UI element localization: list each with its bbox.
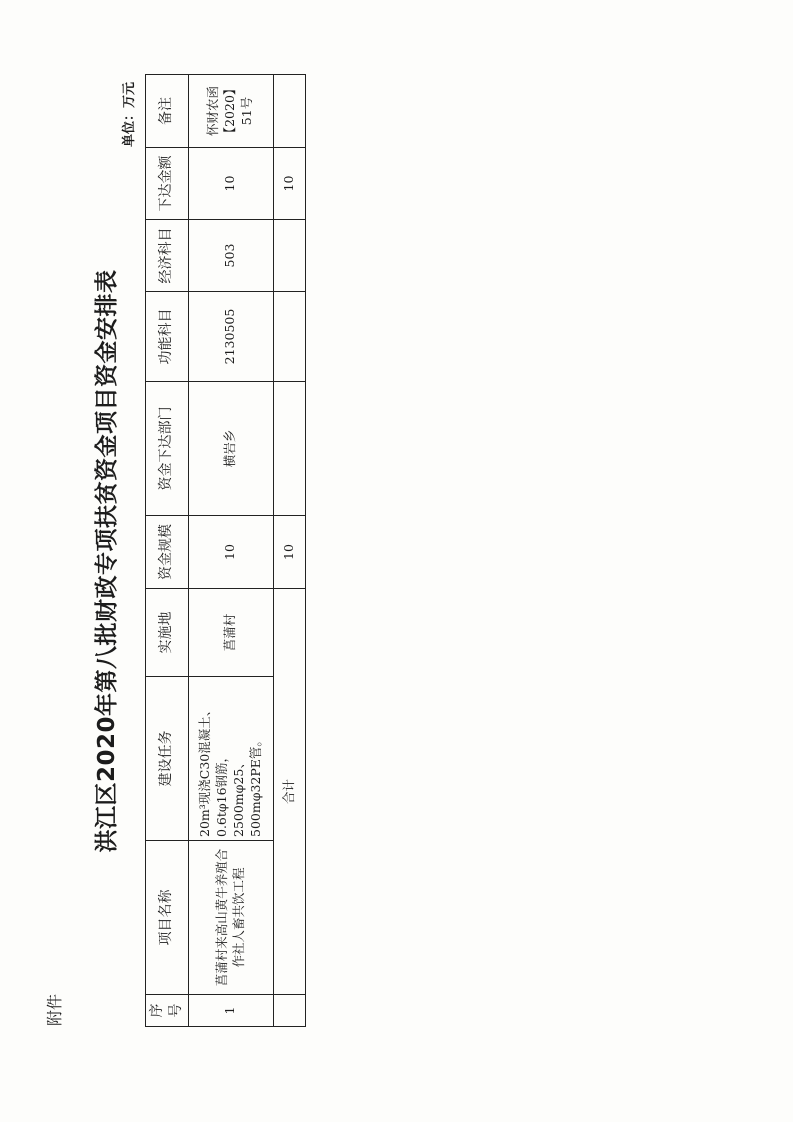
funding-table (145, 74, 306, 1027)
header-function-subject: 功能科目 (146, 292, 189, 382)
table-total-row (273, 75, 305, 1027)
table-row (188, 75, 273, 1027)
cell-economic-subject: 503 (188, 220, 273, 292)
document-title: 洪江区2020年第八批财政专项扶贫资金项目资金安排表 (94, 269, 120, 853)
header-economic-subject: 经济科目 (146, 220, 189, 292)
unit-label: 单位：万元 (122, 81, 137, 147)
total-empty-department (273, 382, 305, 516)
total-label: 合计 (273, 589, 305, 995)
header-remark: 备注 (146, 75, 189, 148)
cell-location: 菖蒲村 (188, 589, 273, 677)
cell-scale: 10 (188, 516, 273, 589)
attachment-label: 附件 (45, 993, 64, 1026)
total-empty-remark (273, 75, 305, 148)
header-department: 资金下达部门 (146, 382, 189, 516)
cell-project-name: 菖蒲村来高山黄牛养殖合作社人畜共饮工程 (188, 841, 273, 995)
header-location: 实施地 (146, 589, 189, 677)
total-scale: 10 (273, 516, 305, 589)
cell-task: 20m³现浇C30混凝土、0.6tφ16钢筋，2500mφ25、500mφ32PE管。 (188, 677, 273, 841)
cell-remark: 怀财农函【2020】51号 (188, 75, 273, 148)
header-project-name: 项目名称 (146, 841, 189, 995)
cell-amount: 10 (188, 148, 273, 220)
total-empty-function (273, 292, 305, 382)
header-scale: 资金规模 (146, 516, 189, 589)
table-header-row (146, 75, 189, 1027)
header-task: 建设任务 (146, 677, 189, 841)
header-index: 序号 (146, 995, 189, 1027)
total-empty-economic (273, 220, 305, 292)
cell-index: 1 (188, 995, 273, 1027)
total-empty-index (273, 995, 305, 1027)
total-amount: 10 (273, 148, 305, 220)
header-amount: 下达金额 (146, 148, 189, 220)
cell-department: 横岩乡 (188, 382, 273, 516)
cell-function-subject: 2130505 (188, 292, 273, 382)
